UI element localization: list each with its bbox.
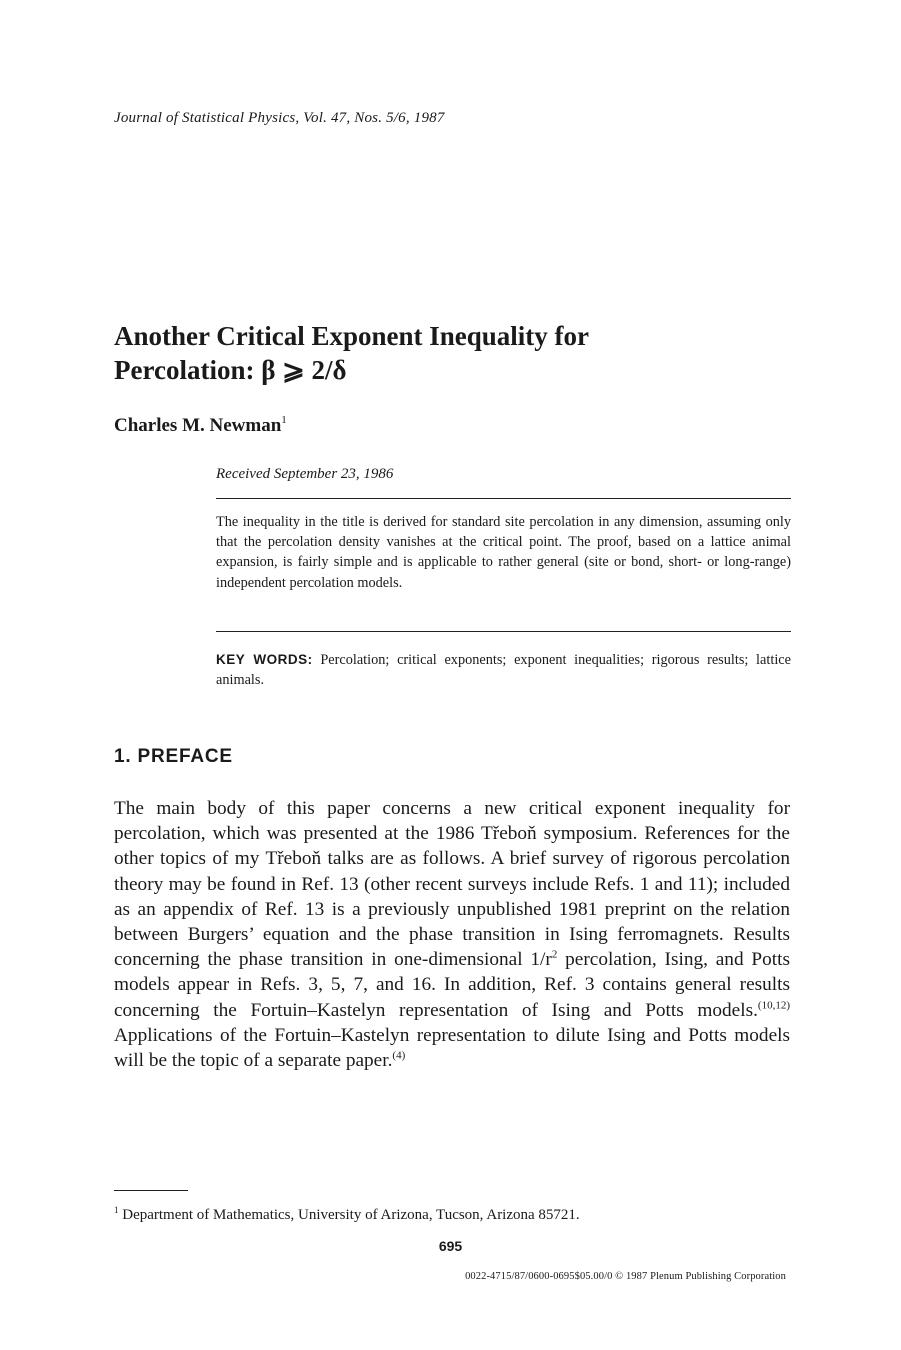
footnote-mark: 1	[114, 1205, 119, 1215]
citation-10-12: (10,12)	[757, 999, 790, 1012]
preface-text-1: The main body of this paper concerns a new critical exponent inequality for percolation, which was presented at the 1986 Třeboň symposium. References for the other topics of my Třeboň talks are as follows. A brief survey of rigorous percolation theory may be found in Ref. 13 (other recent surveys include Refs. 1 and 11); included as an appendix of Ref. 13 is a previously unpublished 1981 preprint on the relation between Burgers’ equation and the phase transition in Ising ferromagnets. Results concerning the phase transition in one-dimensional 1/r	[114, 798, 790, 971]
title-line-1: Another Critical Exponent Inequality for	[114, 321, 590, 351]
author-name	[114, 414, 287, 437]
footnote-rule	[114, 1190, 188, 1191]
section-heading: 1. PREFACE	[114, 746, 233, 767]
author-text: Charles M. Newman	[114, 415, 282, 436]
citation-4: (4)	[392, 1049, 406, 1062]
preface-text-2: percolation, Ising, and Potts models appear in Refs. 3, 5, 7, and 16. In addition, Ref. 3 contains general results concerning the Fortuin–Kastelyn representation of Ising and Potts models.	[114, 949, 791, 1021]
received-date: Received September 23, 1986	[216, 466, 394, 482]
abstract-bottom-rule	[216, 631, 791, 632]
abstract-top-rule	[216, 498, 791, 499]
keywords	[216, 650, 791, 690]
abstract: The inequality in the title is derived for standard site percolation in any dimension, assuming only that the percolation density vanishes at the critical point. The proof, based on a lattice animal expansion, is fairly simple and is applicable to rather general (site or bond, short- or long-range) independent percolation models.	[216, 514, 791, 591]
author-footnote-mark: 1	[281, 414, 287, 426]
title-line-2: Percolation: β ⩾ 2/δ	[114, 355, 347, 385]
keywords-text: Percolation; critical exponents; exponent inequalities; rigorous results; lattice animals.	[216, 652, 791, 689]
preface-text-3: Applications of the Fortuin–Kastelyn representation to dilute Ising and Potts models will be the topic of a separate paper.	[114, 1024, 790, 1072]
preface-paragraph	[114, 796, 790, 1073]
footnote	[114, 1205, 580, 1224]
page-number: 695	[438, 1238, 463, 1254]
exponent: 2	[551, 948, 558, 961]
journal-citation: Journal of Statistical Physics, Vol. 47, Nos. 5/6, 1987	[114, 110, 445, 126]
footnote-text: Department of Mathematics, University of Arizona, Tucson, Arizona 85721.	[122, 1207, 580, 1223]
copyright-line: 0022-4715/87/0600-0695$05.00/0 © 1987 Plenum Publishing Corporation	[465, 1271, 786, 1282]
article-title	[114, 319, 754, 387]
keywords-label: KEY WORDS:	[216, 652, 313, 667]
